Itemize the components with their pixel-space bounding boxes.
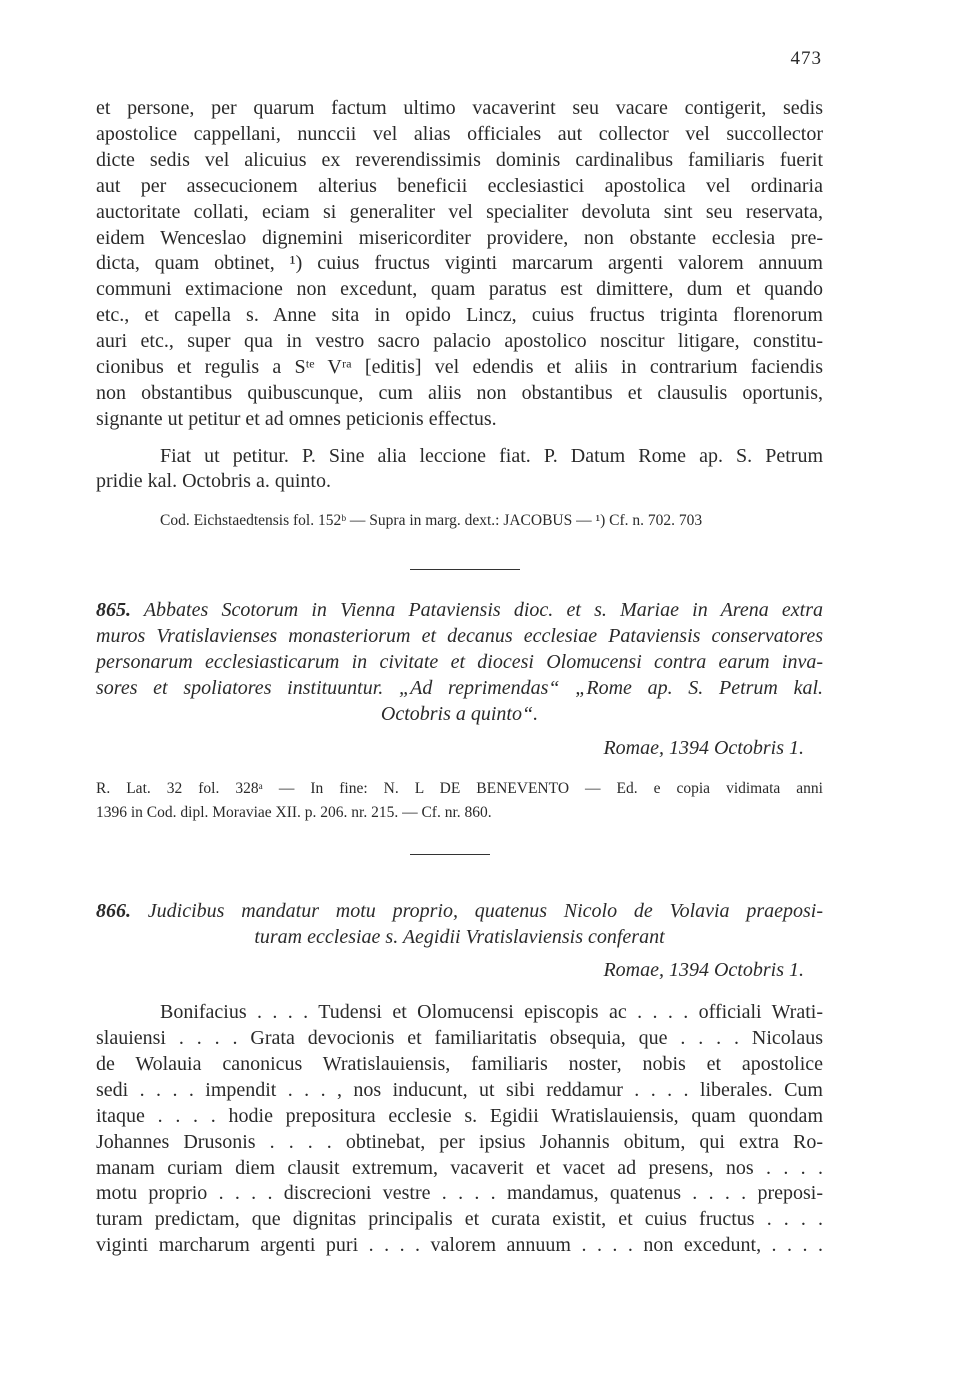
source-note: 1396 in Cod. dipl. Moraviae XII. p. 206. nr. 215. — Cf. nr. 860. <box>96 804 492 821</box>
text-line: dicta, quam obtinet, ¹) cuius fructus viginti marcarum argenti valorem annuum <box>96 252 823 274</box>
text-line: Bonifacius . . . . Tudensi et Olomucensi episcopis ac . . . . officiali Wrati- <box>160 1001 823 1023</box>
text-line: non obstantibus quibuscunque, cum aliis non obstantibus et clausulis oportunis, <box>96 382 823 404</box>
fiat-line: pridie kal. Octobris a. quinto. <box>96 470 331 492</box>
text-line: communi extimacione non excedunt, quam paratus est dimittere, dum et quando <box>96 278 823 300</box>
text-line: slauiensi . . . . Grata devocionis et familiaritatis obsequia, que . . . . Nicolaus <box>96 1027 823 1049</box>
text-line: de Wolauia canonicus Wratislauiensis, familiaris noster, nobis et apostolice <box>96 1053 823 1075</box>
source-note: R. Lat. 32 fol. 328ᵃ — In fine: N. L DE BENEVENTO — Ed. e copia vidimata anni <box>96 780 823 797</box>
source-note: Cod. Eichstaedtensis fol. 152ᵇ — Supra in marg. dext.: JACOBUS — ¹) Cf. n. 702. 703 <box>160 512 703 529</box>
text-line: aut per assecucionem alterius beneficii ecclesiastici apostolica vel ordinaria <box>96 175 823 197</box>
doc-heading-line: 865. Abbates Scotorum in Vienna Pataviensis dioc. et s. Mariae in Arena extra <box>96 599 823 621</box>
text-line: sedi . . . . impendit . . . , nos inducunt, ut sibi reddamur . . . . liberales. Cum <box>96 1079 823 1101</box>
text-line: manam curiam diem clausit extremum, vacaverit et vacet ad presens, nos . . . . <box>96 1157 823 1179</box>
doc-heading-line: turam ecclesiae s. Aegidii Vratislaviensis conferant <box>254 926 665 948</box>
section-divider <box>410 854 490 855</box>
section-divider <box>410 569 520 570</box>
doc-heading-line: sores et spoliatores instituuntur. „Ad reprimendas“ „Rome ap. S. Petrum kal. <box>96 677 823 699</box>
text-line: itaque . . . . hodie prepositura ecclesie s. Egidii Wratislauiensis, quam quondam <box>96 1105 823 1127</box>
fiat-line: Fiat ut petitur. P. Sine alia leccione fiat. P. Datum Rome ap. S. Petrum <box>160 445 823 467</box>
text-line: dicte sedis vel alicuius ex reverendissimis dominis cardinalibus familiaris fuerit <box>96 149 823 171</box>
doc-heading-line: personarum ecclesiasticarum in civitate et diocesi Olomucensi contra earum inva- <box>96 651 823 673</box>
doc-heading-line: 866. Judicibus mandatur motu proprio, quatenus Nicolo de Volavia praeposi- <box>96 900 824 922</box>
text-line: cionibus et regulis a Sᵗᵉ Vʳᵃ [editis] vel edendis et aliis in contrarium faciendis <box>96 356 823 378</box>
doc-number: 865. <box>96 599 131 621</box>
text-line: auri etc., super qua in vestro sacro palacio apostolico noscitur litigare, constitu- <box>96 330 823 352</box>
text-line: turam predictam, que dignitas principalis et curata existit, et cuius fructus . . . . <box>96 1208 823 1230</box>
text-line: Johannes Drusonis . . . . obtinebat, per ipsius Johannis obitum, qui extra Ro- <box>96 1131 823 1153</box>
page-number: 473 <box>790 48 822 69</box>
text-line: et persone, per quarum factum ultimo vacaverint seu vacare contigerit, sedis <box>96 97 823 119</box>
text-line: signante ut petitur et ad omnes peticionis effectus. <box>96 408 497 430</box>
text-line: apostolice cappellani, nunccii vel alias officiales aut collector vel succollector <box>96 123 823 145</box>
text-line: motu proprio . . . . discrecioni vestre . . . . mandamus, quatenus . . . . preposi- <box>96 1182 823 1204</box>
doc-number: 866. <box>96 900 131 922</box>
text-line: eidem Wenceslao dignemini misericorditer providere, non obstante ecclesia pre- <box>96 227 823 249</box>
doc-date: Romae, 1394 Octobris 1. <box>603 737 804 759</box>
doc-date: Romae, 1394 Octobris 1. <box>603 959 804 981</box>
doc-heading-line: muros Vratislavienses monasteriorum et decanus ecclesiae Pataviensis conservatores <box>96 625 823 647</box>
text-line: viginti marcharum argenti puri . . . . valorem annuum . . . . non excedunt, . . . . <box>96 1234 823 1256</box>
doc-heading-line: Octobris a quinto“. <box>380 703 539 725</box>
text-line: etc., et capella s. Anne sita in opido Lincz, cuius fructus triginta florenorum <box>96 304 823 326</box>
text-line: auctoritate collati, eciam si generaliter vel specialiter devoluta sint seu reservata, <box>96 201 823 223</box>
